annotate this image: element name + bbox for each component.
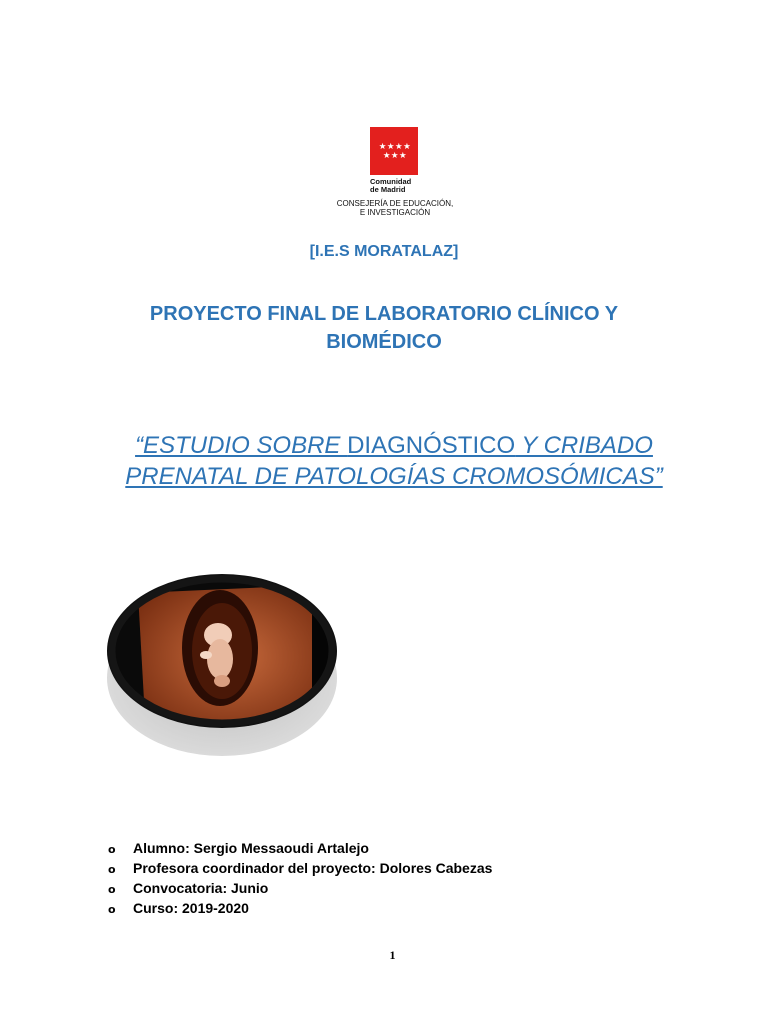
- bullet-icon: o: [108, 903, 116, 916]
- stars-icon: ★★★★ ★★★: [378, 141, 412, 160]
- logo-dept-line2: E INVESTIGACIÓN: [359, 208, 431, 217]
- document-subtitle: [90, 430, 698, 492]
- bullet-icon: o: [108, 883, 116, 896]
- logo-name-line2: de Madrid: [370, 185, 406, 194]
- logo-name: [370, 178, 411, 194]
- fetus-ultrasound-image: [100, 563, 344, 763]
- list-item: [108, 898, 492, 918]
- madrid-flag-icon: [370, 127, 418, 175]
- list-item: [108, 858, 492, 878]
- logo-dept-line1: CONSEJERÍA DE EDUCACIÓN,: [336, 199, 454, 208]
- bullet-icon: o: [108, 843, 116, 856]
- school-name: [I.E.S MORATALAZ]: [309, 243, 459, 260]
- logo-name-line1: Comunidad: [370, 177, 412, 186]
- subtitle-part1: “ESTUDIO SOBRE: [135, 432, 348, 459]
- subtitle-part3: Y CRIBADO PRENATAL DE PATOLOGÍAS CROMOSÓMICAS”: [125, 432, 663, 490]
- detail-course: Curso: 2019-2020: [133, 900, 249, 916]
- list-item: [108, 838, 492, 858]
- subtitle-part2: DIAGNÓSTICO: [347, 432, 516, 459]
- logo-department: [325, 199, 465, 217]
- bullet-icon: o: [108, 863, 116, 876]
- comunidad-de-madrid-logo: [325, 127, 465, 219]
- details-list: [108, 838, 492, 918]
- detail-student: Alumno: Sergio Messaoudi Artalejo: [133, 840, 369, 856]
- list-item: [108, 878, 492, 898]
- detail-coordinator: Profesora coordinador del proyecto: Dolores Cabezas: [133, 860, 493, 876]
- page-number: 1: [389, 948, 396, 962]
- detail-call: Convocatoria: Junio: [133, 880, 269, 896]
- project-title: PROYECTO FINAL DE LABORATORIO CLÍNICO Y BIOMÉDICO: [149, 303, 619, 353]
